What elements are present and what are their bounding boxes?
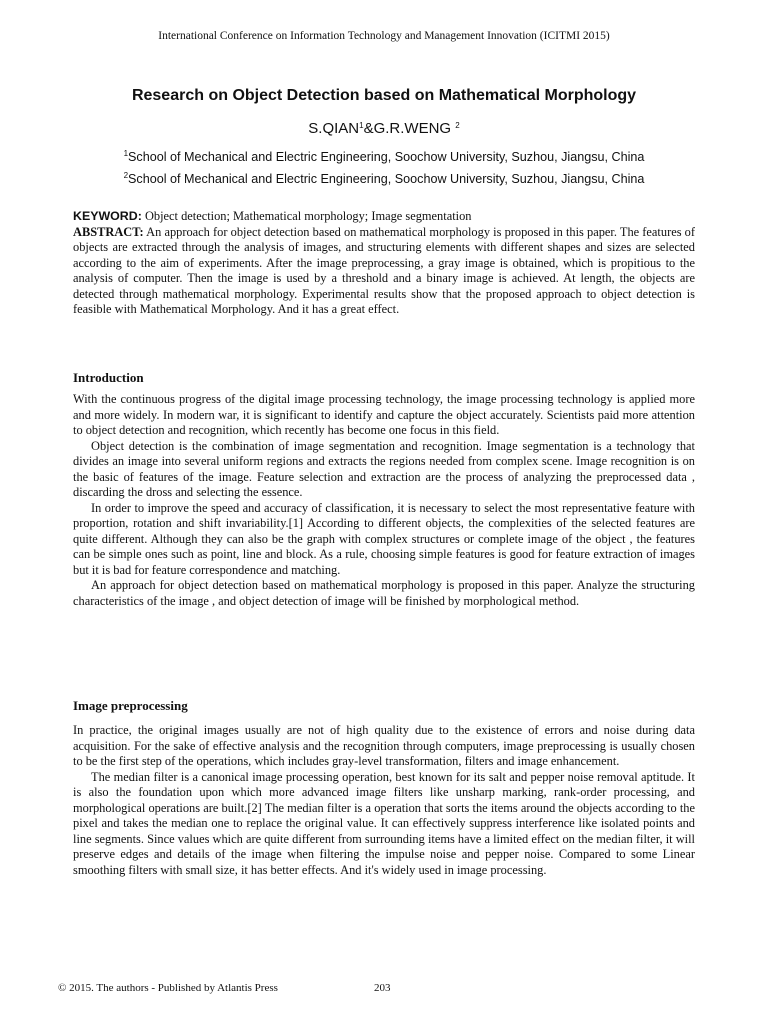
keywords-abstract-block	[73, 209, 695, 318]
copyright-footer: © 2015. The authors - Published by Atlantis Press	[58, 982, 278, 994]
preprocessing-heading: Image preprocessing	[73, 698, 188, 713]
intro-paragraph: An approach for object detection based on mathematical morphology is proposed in this paper. Analyze the structuring characteristics of the image , and object detection of image will be finished by morphological method.	[73, 578, 695, 608]
intro-paragraph: In order to improve the speed and accuracy of classification, it is necessary to select the most representative feature with proportion, rotation and shift invariability.[1] According to different objects, the complexities of the selected features are quite different. Although they can also be the graph with complex structures or complete image of the object , the features can be simple ones such as point, line and block. As a rule, choosing simple features is good for feature extraction of images but it is bad for feature correspondence and matching.	[73, 500, 695, 577]
preprocessing-paragraph: The median filter is a canonical image processing operation, best known for its salt and pepper noise removal aptitude. It is also the foundation upon which more advanced image filters like unsharp marking, rank-order processing, and morphological operations are built.[2] The median filter is a operation that sorts the items around the objects according to the pixel and takes the median one to replace the original value. It can effectively suppress interference like isolated points and line segments. Since values which are quite different from surrounding items have a limited effect on the median filter, it will preserve edges and details of the image when filtering the impulse noise and pepper noise. Compared to some Linear smoothing filters with small size, it has better effects. And it's widely used in image processing.	[73, 769, 695, 877]
affiliation-1	[0, 149, 768, 165]
keyword-label: KEYWORD:	[73, 209, 142, 223]
affiliation-2-mark: 2	[123, 171, 129, 180]
author-line	[0, 119, 768, 139]
intro-paragraph: With the continuous progress of the digital image processing technology, the image processing technology is applied more and more widely. In modern war, it is significant to identify and capture the object accurately. Scientists paid more attention to object detection and recognition, which recently has become one focus in this field.	[73, 392, 695, 437]
affiliation-2	[0, 171, 768, 187]
page-number: 203	[374, 982, 391, 994]
keywords-text: Object detection; Mathematical morphology; Image segmentation	[141, 209, 472, 223]
affiliation-1-text: School of Mechanical and Electric Engineering, Soochow University, Suzhou, Jiangsu, China	[128, 150, 645, 164]
abstract-paragraph	[73, 225, 695, 318]
author-2-affiliation-mark: 2	[455, 121, 460, 130]
conference-header: International Conference on Information Technology and Management Innovation (ICITMI 2015)	[158, 30, 610, 42]
keywords-line	[73, 209, 695, 225]
author-1-affiliation-mark: 1	[359, 121, 364, 130]
introduction-heading: Introduction	[73, 370, 144, 385]
preprocessing-body	[73, 723, 695, 878]
paper-title: Research on Object Detection based on Mathematical Morphology	[131, 87, 637, 104]
introduction-body	[73, 392, 695, 609]
abstract-text: An approach for object detection based on mathematical morphology is proposed in this paper. The features of objects are extracted through the analysis of images, and structuring elements with different shapes and sizes are selected according to the aim of experiments. After the image preprocessing, a gray image is obtained, which is propitious to the analysis of computer. Then the image is used by a threshold and a binary image is achieved. At length, the objects are detected through mathematical morphology. Experimental results show that the proposed approach to object detection is feasible with Mathematical Morphology. And it has a great effect.	[73, 224, 695, 316]
author-1: S.QIAN	[308, 120, 360, 137]
intro-paragraph: Object detection is the combination of image segmentation and recognition. Image segmentation is a technology that divides an image into several uniform regions and extracts the regions needed from complex scene. Image recognition is on the basic of features of the image. Feature selection and extraction are the process of analyzing the preprocessed data , discarding the dross and selecting the essence.	[73, 438, 695, 499]
affiliation-1-mark: 1	[123, 149, 129, 158]
author-2: &G.R.WENG	[363, 120, 456, 137]
preprocessing-paragraph: In practice, the original images usually are not of high quality due to the existence of errors and noise during data acquisition. For the sake of effective analysis and the recognition through computers, image preprocessing is usually chosen to be the first step of the operations, which includes gray-level transformation, filters and image enhancement.	[73, 723, 695, 768]
abstract-label: ABSTRACT:	[73, 224, 144, 239]
affiliation-2-text: School of Mechanical and Electric Engineering, Soochow University, Suzhou, Jiangsu, China	[128, 172, 645, 186]
